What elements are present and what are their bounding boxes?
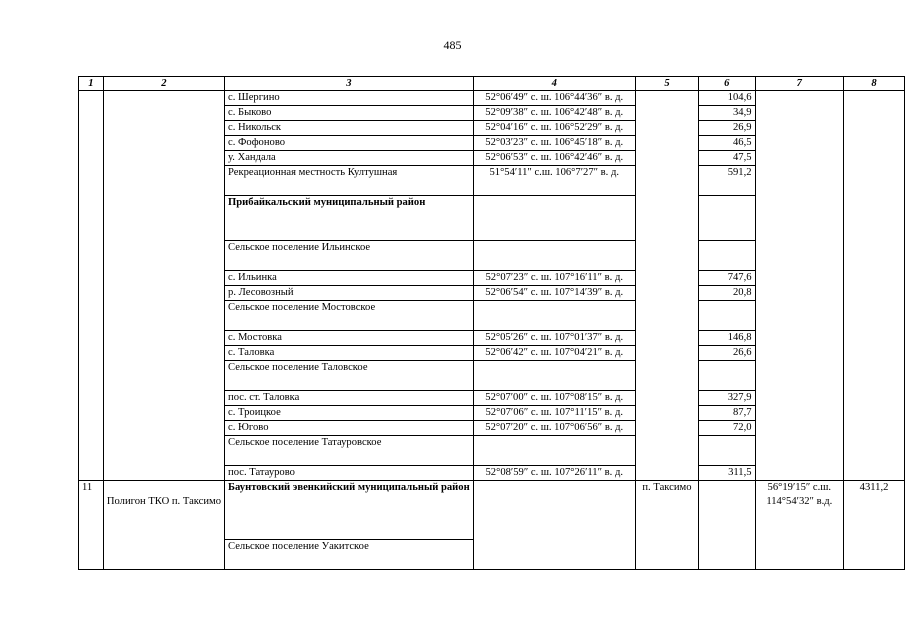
cell-place: с. Быково: [225, 106, 474, 121]
header-cell: 2: [103, 77, 224, 91]
cell-place: с. Шергино: [225, 91, 474, 106]
cell-coordinates: 52°05′26″ с. ш. 107°01′37″ в. д.: [473, 331, 635, 346]
header-cell: 8: [844, 77, 905, 91]
cell-entry-number: 11: [79, 481, 104, 570]
cell-value: [699, 241, 755, 271]
cell-value: 20,8: [699, 286, 755, 301]
cell-coordinates: [473, 361, 635, 391]
cell-site-coordinates: [755, 481, 844, 570]
cell-coordinates: 52°06′49″ с. ш. 106°44′36″ в. д.: [473, 91, 635, 106]
cell-coordinates: 52°03′23″ с. ш. 106°45′18″ в. д.: [473, 136, 635, 151]
cell-place: Прибайкальский муниципальный район: [225, 196, 474, 241]
cell-place: с. Никольск: [225, 121, 474, 136]
header-cell: 7: [755, 77, 844, 91]
page-number: 485: [443, 38, 462, 52]
object-name-text: Полигон ТКО п. Таксимо: [106, 496, 222, 507]
cell-value: 311,5: [699, 466, 755, 481]
cell-value: 591,2: [699, 166, 755, 196]
data-table: [78, 76, 905, 570]
cell-coordinates: [473, 241, 635, 271]
cell-coordinates: 52°09′38″ с. ш. 106°42′48″ в. д.: [473, 106, 635, 121]
cell-place: пос. Татаурово: [225, 466, 474, 481]
cell-place: Сельское поселение Ильинское: [225, 241, 474, 271]
table-header-row: [79, 77, 905, 91]
cell-place: Рекреационная местность Култушная: [225, 166, 474, 196]
cell-coordinates: 52°08′59″ с. ш. 107°26′11″ в. д.: [473, 466, 635, 481]
table-row: [79, 91, 905, 106]
cell-coordinates: 52°04′16″ с. ш. 106°52′29″ в. д.: [473, 121, 635, 136]
cell-value: 327,9: [699, 391, 755, 406]
cell-value: 72,0: [699, 421, 755, 436]
cell-place: Сельское поселение Татауровское: [225, 436, 474, 466]
cell-place: р. Лесовозный: [225, 286, 474, 301]
cell-place: пос. ст. Таловка: [225, 391, 474, 406]
site-latitude: 56°19′15″ с.ш.: [767, 482, 832, 493]
header-cell: 3: [225, 77, 474, 91]
cell-value: [699, 436, 755, 466]
header-cell: 1: [79, 77, 104, 91]
cell-place: с. Фофоново: [225, 136, 474, 151]
cell-value: 87,7: [699, 406, 755, 421]
site-longitude: 114°54′32″ в.д.: [766, 496, 833, 507]
cell-place: с. Таловка: [225, 346, 474, 361]
cell-value: 26,6: [699, 346, 755, 361]
header-cell: 4: [473, 77, 635, 91]
cell-place: с. Мостовка: [225, 331, 474, 346]
cell-value-empty: [699, 481, 755, 570]
cell-object-name: [103, 481, 224, 570]
cell-place: с. Троицкое: [225, 406, 474, 421]
header-cell: 6: [699, 77, 755, 91]
cell-place: с. Югово: [225, 421, 474, 436]
cell-coordinates: [473, 436, 635, 466]
cell-coordinates: 52°06′53″ с. ш. 106°42′46″ в. д.: [473, 151, 635, 166]
cell-coordinates: 52°06′42″ с. ш. 107°04′21″ в. д.: [473, 346, 635, 361]
cell-value: 46,5: [699, 136, 755, 151]
cell-place: Сельское поселение Мостовское: [225, 301, 474, 331]
cell-value: [699, 361, 755, 391]
cell-coordinates: 51°54′11″ с.ш. 106°7′27″ в. д.: [473, 166, 635, 196]
cell-coordinates: 52°07′20″ с. ш. 107°06′56″ в. д.: [473, 421, 635, 436]
cell-place: Сельское поселение Таловское: [225, 361, 474, 391]
cell-coordinates: 52°07′06″ с. ш. 107°11′15″ в. д.: [473, 406, 635, 421]
cell-col7-empty: [755, 91, 844, 481]
cell-coordinates: 52°06′54″ с. ш. 107°14′39″ в. д.: [473, 286, 635, 301]
cell-col5-empty: [635, 91, 698, 481]
cell-col1-empty: [79, 91, 104, 481]
cell-value: 34,9: [699, 106, 755, 121]
cell-value: 146,8: [699, 331, 755, 346]
cell-col8-empty: [844, 91, 905, 481]
cell-coordinates: 52°07′23″ с. ш. 107°16′11″ в. д.: [473, 271, 635, 286]
cell-coordinates: [473, 301, 635, 331]
cell-place: с. Ильинка: [225, 271, 474, 286]
cell-col2-empty: [103, 91, 224, 481]
cell-value: 47,5: [699, 151, 755, 166]
cell-value: [699, 196, 755, 241]
cell-place: у. Хандала: [225, 151, 474, 166]
cell-value: 104,6: [699, 91, 755, 106]
cell-coordinates-empty: [473, 481, 635, 570]
cell-value: [699, 301, 755, 331]
cell-coordinates: [473, 196, 635, 241]
cell-value: 26,9: [699, 121, 755, 136]
table-row-entry-11: [79, 481, 905, 540]
cell-district: Баунтовский эвенкийский муниципальный район: [225, 481, 474, 540]
cell-capacity: 4311,2: [844, 481, 905, 570]
cell-location: п. Таксимо: [635, 481, 698, 570]
cell-value: 747,6: [699, 271, 755, 286]
header-cell: 5: [635, 77, 698, 91]
cell-settlement: Сельское поселение Уакитское: [225, 540, 474, 570]
cell-coordinates: 52°07′00″ с. ш. 107°08′15″ в. д.: [473, 391, 635, 406]
